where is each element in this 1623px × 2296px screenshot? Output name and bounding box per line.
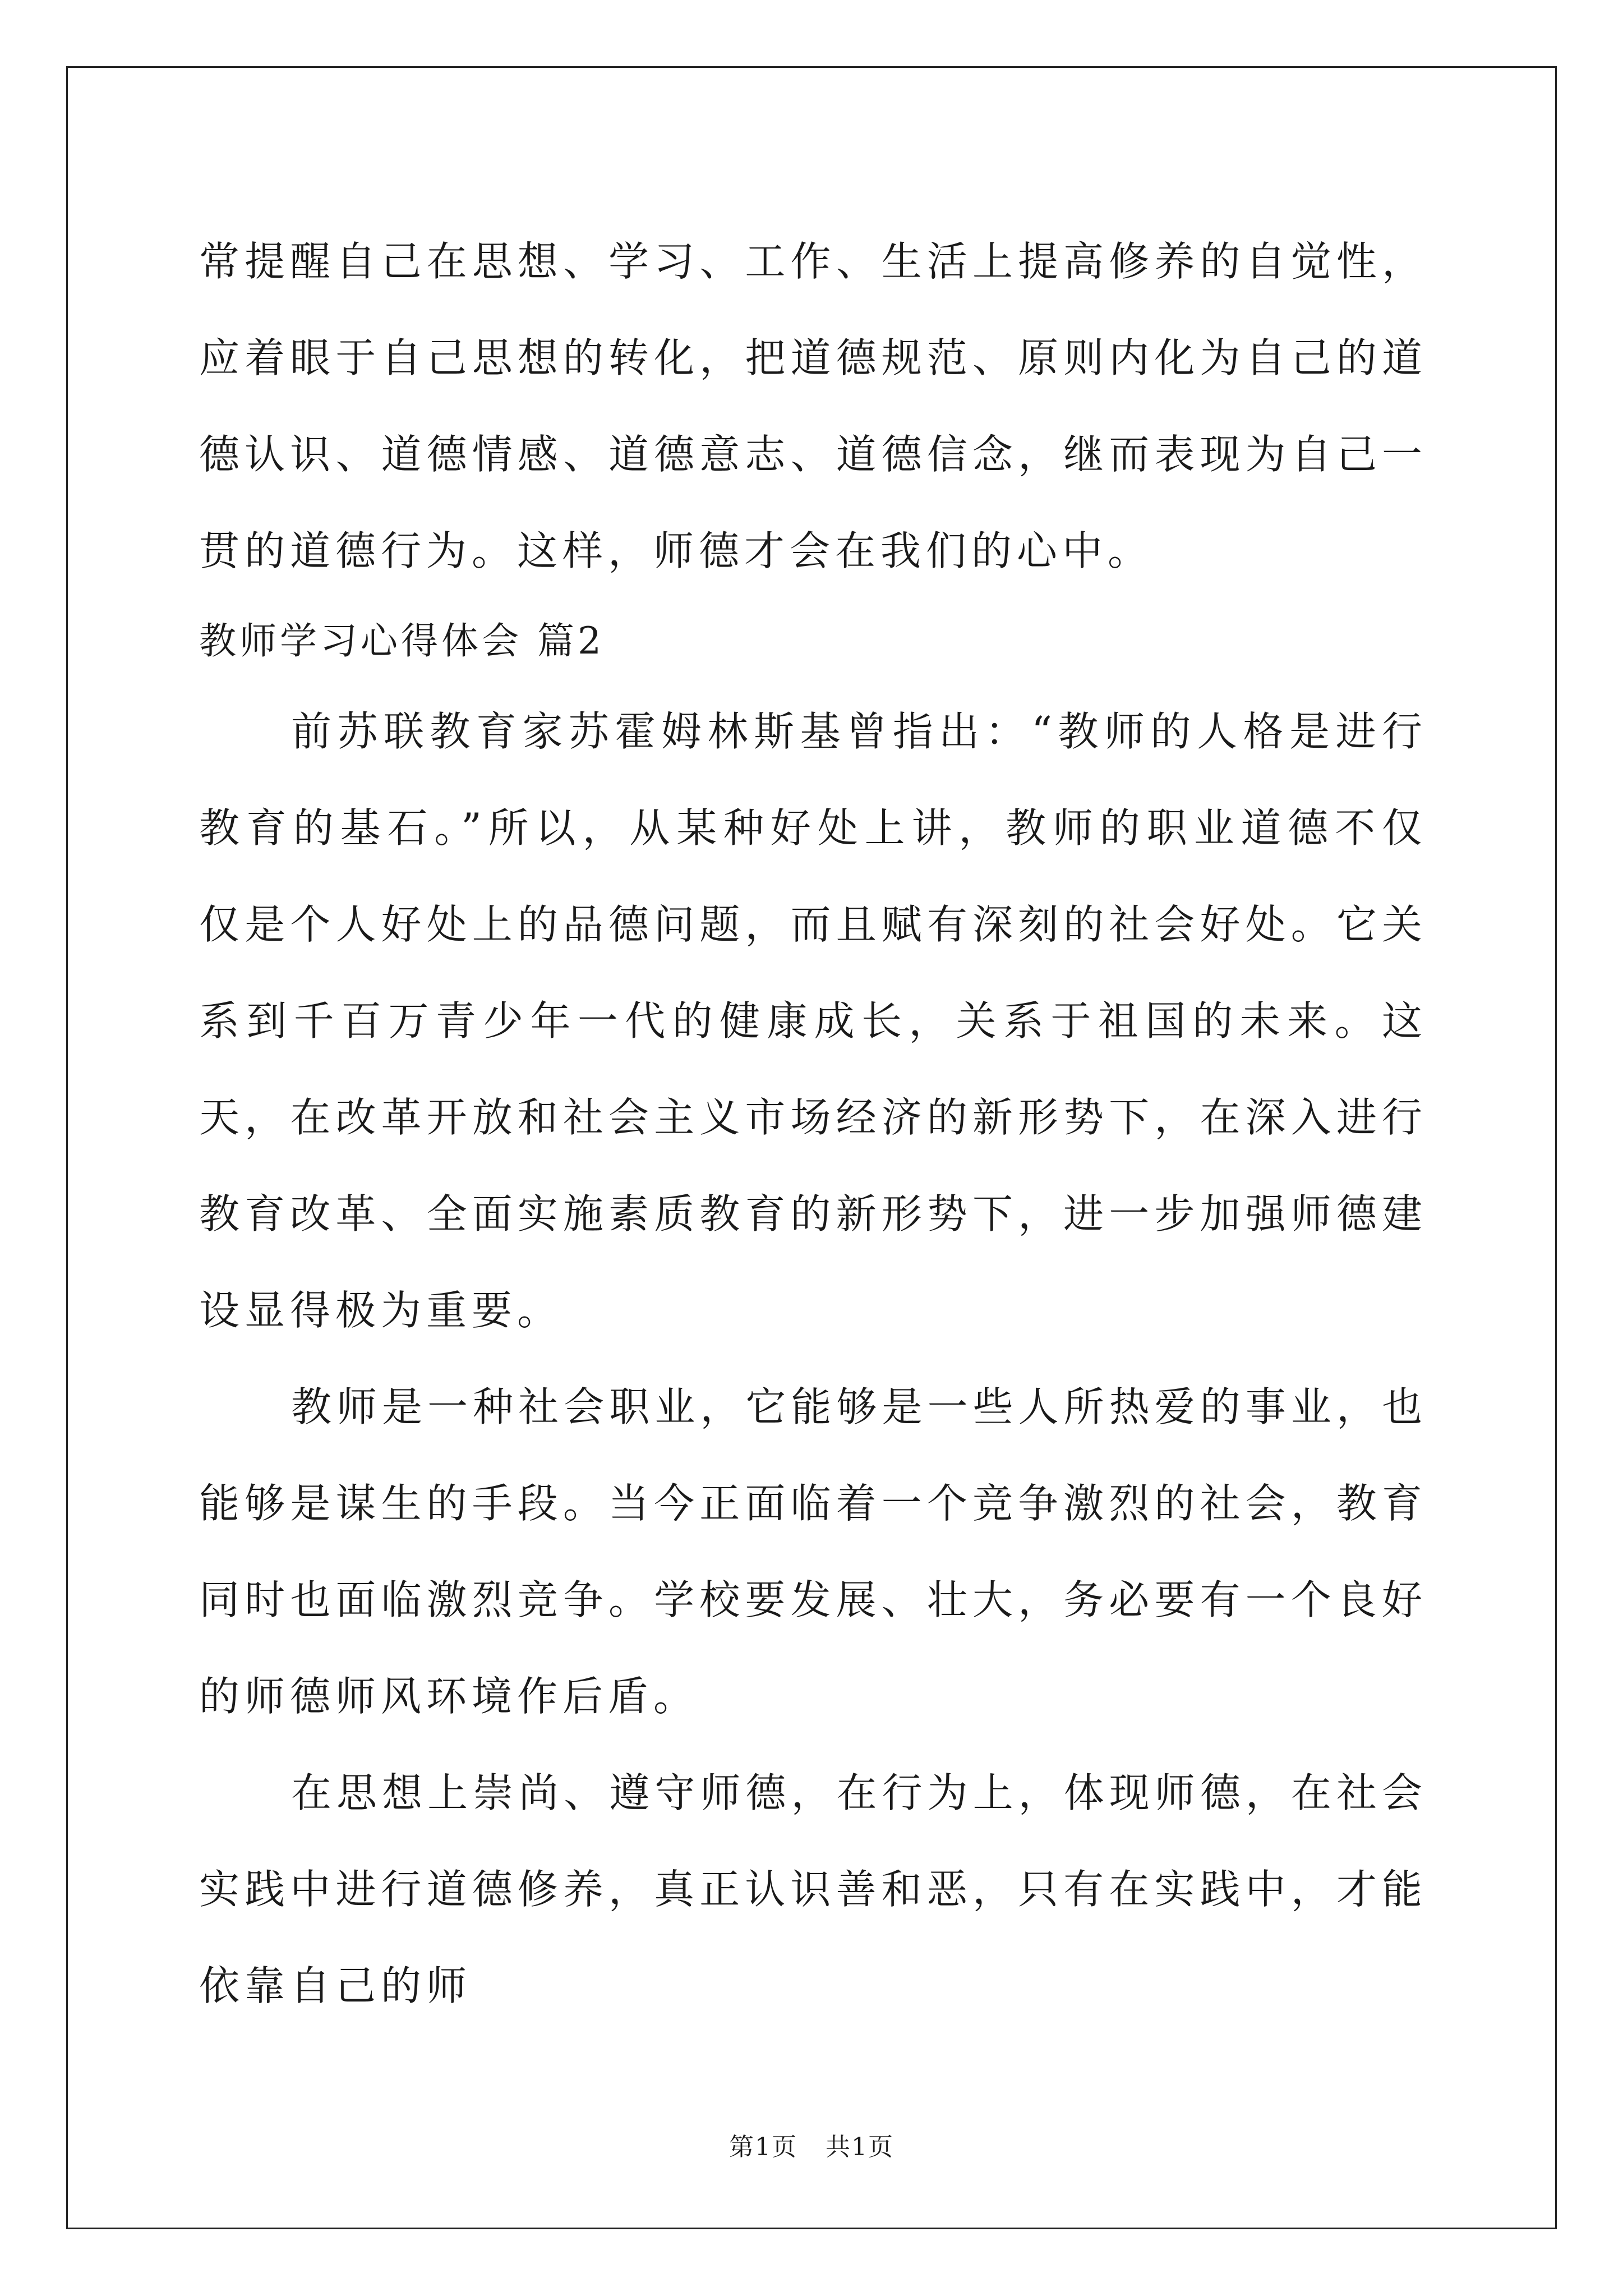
page-footer [0,2131,1623,2164]
paragraph-profession: 教师是一种社会职业，它能够是一些人所热爱的事业，也能够是谋生的手段。当今正面临着一个竞争激烈的社会，教育同时也面临激烈竞争。学校要发展、壮大，务必要有一个良好的师德师风环境作后盾。 [199,1383,1427,1720]
page-total: 共1页 [826,2133,894,2161]
document-body [199,213,1427,2034]
section-heading: 教师学习心得体会 篇2 [199,619,605,662]
paragraph-practice: 在思想上崇尚、遵守师德，在行为上，体现师德，在社会实践中进行道德修养，真正认识善和恶，只有在实践中，才能依靠自己的师 [199,1769,1427,2009]
paragraph-continuation: 常提醒自己在思想、学习、工作、生活上提高修养的自觉性，应着眼于自己思想的转化，把道德规范、原则内化为自己的道德认识、道德情感、道德意志、道德信念，继而表现为自己一贯的道德行为。这样，师德才会在我们的心中。 [199,238,1427,574]
paragraph-intro: 前苏联教育家苏霍姆林斯基曾指出：“教师的人格是进行教育的基石。”所以，从某种好处上讲，教师的职业道德不仅仅是个人好处上的品德问题，而且赋有深刻的社会好处。它关系到千百万青少年一代的健康成长，关系于祖国的未来。这天，在改革开放和社会主义市场经济的新形势下，在深入进行教育改革、全面实施素质教育的新形势下，进一步加强师德建设显得极为重要。 [199,708,1427,1334]
page-number: 第1页 [729,2133,797,2161]
